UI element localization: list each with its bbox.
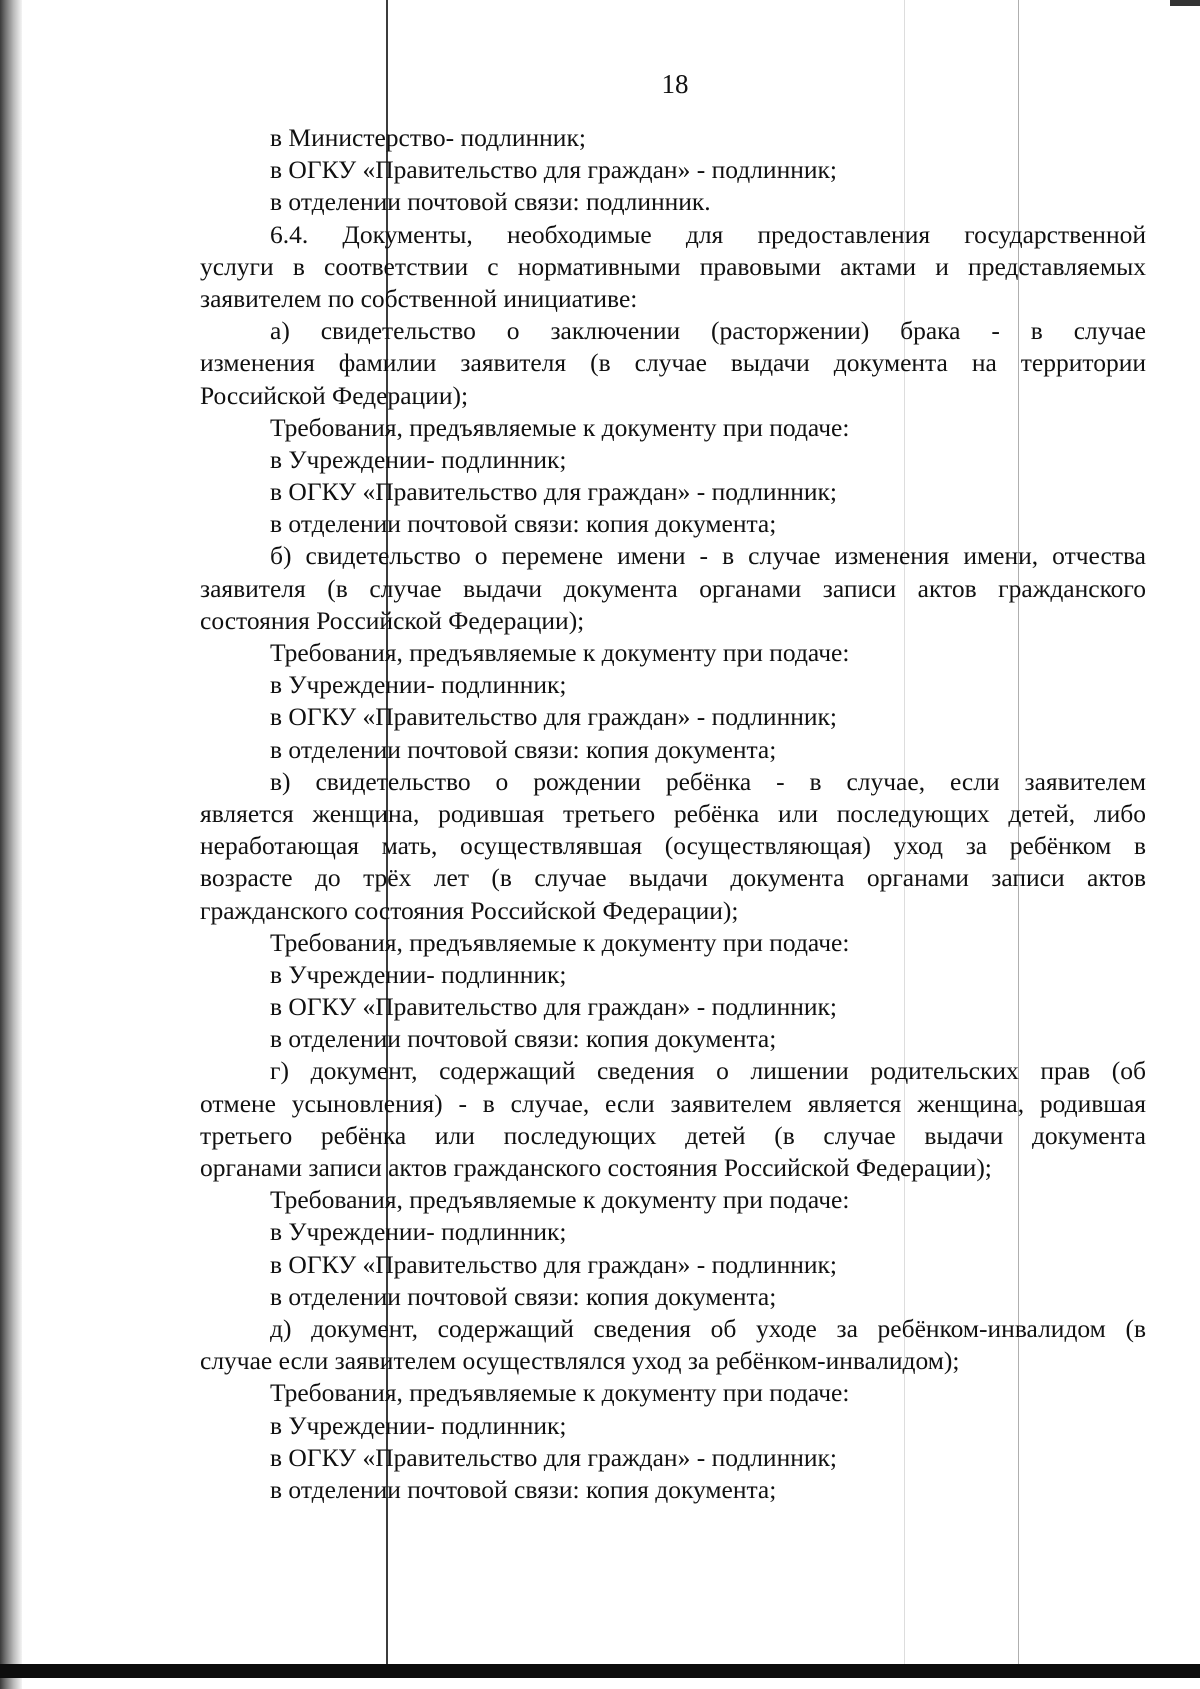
text-line: в отделении почтовой связи: копия документа; bbox=[270, 1474, 777, 1504]
text-line: заявителем по собственной инициативе: bbox=[200, 283, 638, 313]
text-line: г) документ, содержащий сведения о лишении родительских прав (об bbox=[270, 1056, 1146, 1086]
text-line: д) документ, содержащий сведения об уходе за ребёнком-инвалидом (в bbox=[270, 1313, 1146, 1343]
text-line: в Учреждении- подлинник; bbox=[270, 959, 567, 989]
text-line: в ОГКУ «Правительство для граждан» - подлинник; bbox=[270, 1442, 837, 1472]
text-line: третьего ребёнка или последующих детей (в случае выдачи документа bbox=[200, 1120, 1146, 1150]
text-line: Требования, предъявляемые к документу при подаче: bbox=[270, 412, 850, 442]
text-line: в ОГКУ «Правительство для граждан» - подлинник; bbox=[270, 1249, 837, 1279]
text-line: Требования, предъявляемые к документу при подаче: bbox=[270, 1378, 850, 1408]
text-line: в отделении почтовой связи: подлинник. bbox=[270, 187, 711, 217]
text-line: 6.4. Документы, необходимые для предоставления государственной bbox=[270, 219, 1146, 249]
text-line: состояния Российской Федерации); bbox=[200, 605, 585, 635]
page-number: 18 bbox=[661, 69, 689, 99]
text-line: в ОГКУ «Правительство для граждан» - подлинник; bbox=[270, 477, 837, 507]
text-line: в Учреждении- подлинник; bbox=[270, 444, 567, 474]
text-line: услуги в соответствии с нормативными правовыми актами и представляемых bbox=[200, 251, 1146, 281]
text-line: Требования, предъявляемые к документу при подаче: bbox=[270, 638, 850, 667]
scan-shadow-left bbox=[0, 0, 22, 1689]
text-line: гражданского состояния Российской Федерации); bbox=[200, 895, 739, 925]
text-line: в отделении почтовой связи: копия документа; bbox=[270, 1281, 777, 1311]
text-line: в отделении почтовой связи: копия документа; bbox=[270, 1024, 777, 1054]
text-line: в отделении почтовой связи: копия документа; bbox=[270, 734, 777, 764]
text-line: неработающая мать, осуществлявшая (осуществляющая) уход за ребёнком в bbox=[200, 831, 1146, 861]
text-line: в ОГКУ «Правительство для граждан» - подлинник; bbox=[270, 702, 837, 732]
text-line: Требования, предъявляемые к документу при подаче: bbox=[270, 1185, 850, 1215]
text-line: является женщина, родившая третьего ребёнка или последующих детей, либо bbox=[200, 798, 1146, 828]
text-line: в ОГКУ «Правительство для граждан» - подлинник; bbox=[270, 155, 837, 185]
text-line: возрасте до трёх лет (в случае выдачи документа органами записи актов bbox=[200, 863, 1146, 893]
text-line: изменения фамилии заявителя (в случае выдачи документа на территории bbox=[200, 348, 1146, 378]
text-line: заявителя (в случае выдачи документа органами записи актов гражданского bbox=[200, 573, 1146, 603]
text-line: в отделении почтовой связи: копия документа; bbox=[270, 509, 777, 539]
text-line: в Учреждении- подлинник; bbox=[270, 1410, 567, 1440]
scan-shadow-top-right bbox=[1170, 0, 1200, 6]
text-line: б) свидетельство о перемене имени - в случае изменения имени, отчества bbox=[270, 541, 1146, 571]
text-line: в Учреждении- подлинник; bbox=[270, 1217, 567, 1247]
text-line: а) свидетельство о заключении (расторжении) брака - в случае bbox=[270, 316, 1146, 346]
scan-shadow-bottom bbox=[0, 1664, 1200, 1678]
text-line: Российской Федерации); bbox=[200, 380, 469, 410]
text-line: в) свидетельство о рождении ребёнка - в случае, если заявителем bbox=[270, 766, 1146, 796]
text-line: в Министерство- подлинник; bbox=[270, 123, 586, 152]
document-body bbox=[200, 122, 1146, 1506]
text-line: случае если заявителем осуществлялся уход за ребёнком-инвалидом); bbox=[200, 1346, 960, 1376]
text-line: в ОГКУ «Правительство для граждан» - подлинник; bbox=[270, 992, 837, 1022]
text-line: отмене усыновления) - в случае, если заявителем является женщина, родившая bbox=[200, 1088, 1146, 1118]
text-line: Требования, предъявляемые к документу при подаче: bbox=[270, 927, 850, 957]
text-line: в Учреждении- подлинник; bbox=[270, 670, 567, 700]
text-line: органами записи актов гражданского состояния Российской Федерации); bbox=[200, 1153, 992, 1182]
